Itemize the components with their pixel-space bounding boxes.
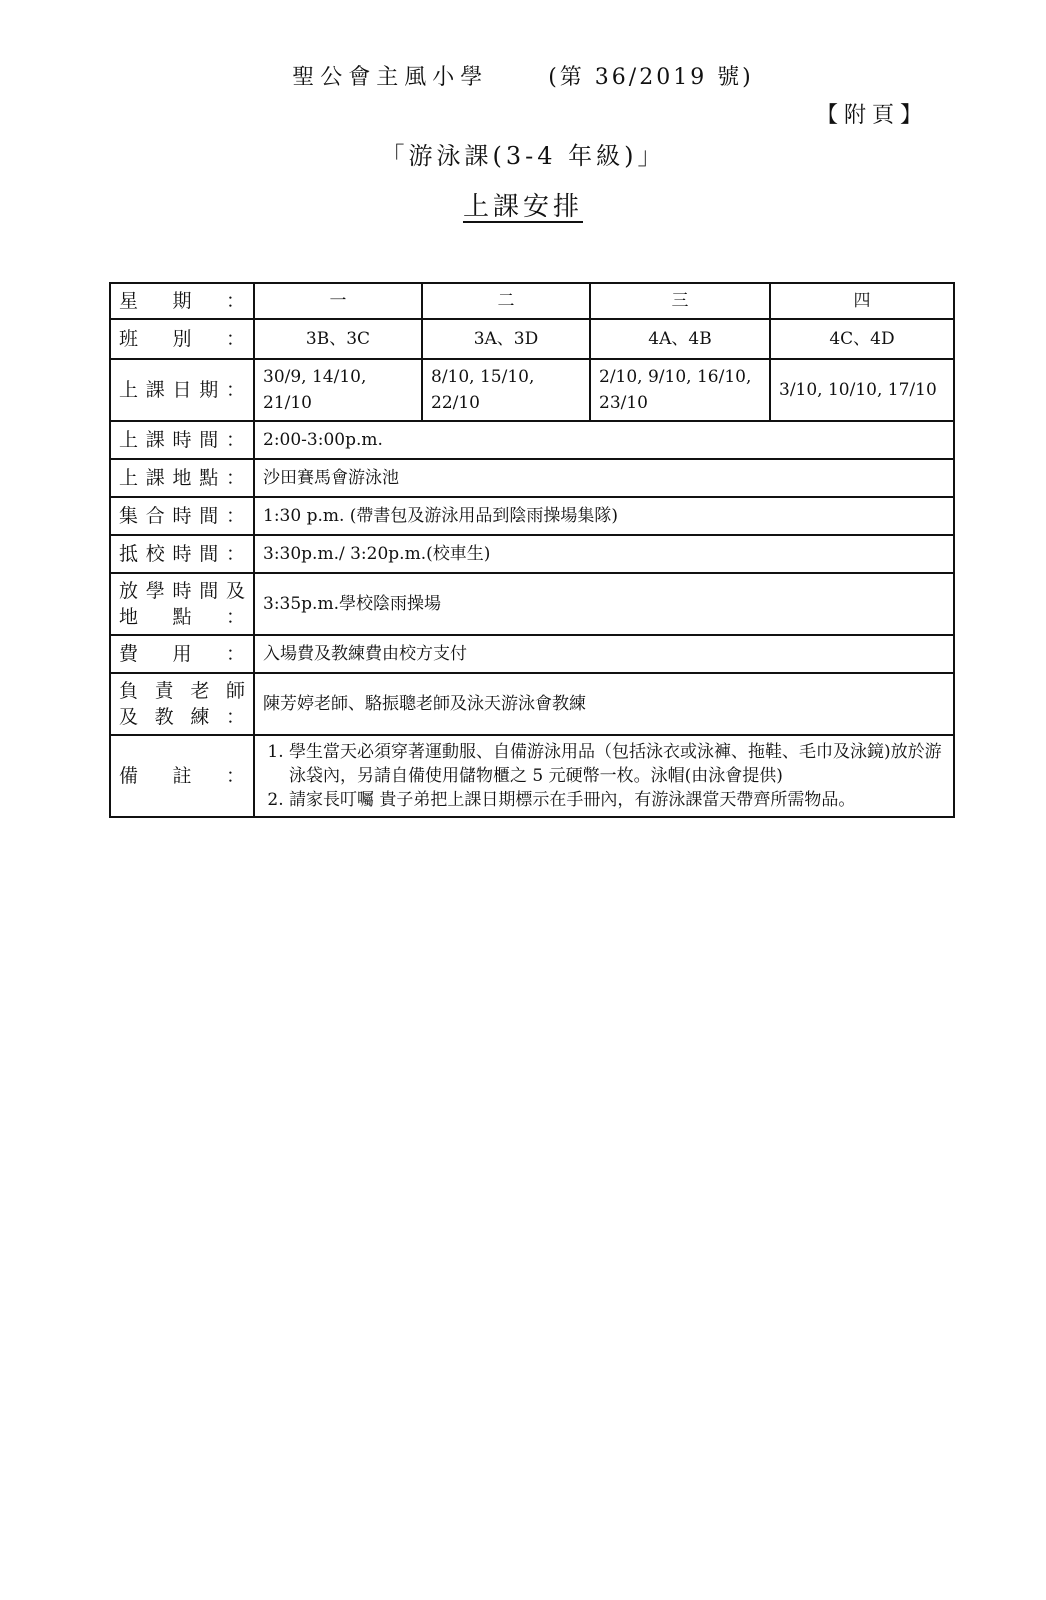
remark-item: 2. 請家長叮囑 貴子弟把上課日期標示在手冊內，有游泳課當天帶齊所需物品。 <box>289 788 945 812</box>
row-label-staff-line1: 負責老師 <box>119 680 245 702</box>
remarks-cell <box>254 735 954 817</box>
table-row-staff <box>110 673 954 735</box>
table-row-venue <box>110 459 954 497</box>
dates-cell: 3/10, 10/10, 17/10 <box>770 359 954 421</box>
row-label-venue: 上課地點： <box>110 459 254 497</box>
row-label-assembly: 集合時間： <box>110 497 254 535</box>
table-row-class <box>110 319 954 359</box>
return-value: 3:30p.m./ 3:20p.m.(校車生) <box>254 535 954 573</box>
weekday-cell: 三 <box>590 283 770 319</box>
weekday-cell: 四 <box>770 283 954 319</box>
dates-cell: 2/10, 9/10, 16/10, 23/10 <box>590 359 770 421</box>
class-cell: 3B、3C <box>254 319 422 359</box>
row-label-dates: 上課日期： <box>110 359 254 421</box>
time-value: 2:00-3:00p.m. <box>254 421 954 459</box>
table-row-weekday <box>110 283 954 319</box>
table-row-remarks <box>110 735 954 817</box>
class-cell: 4A、4B <box>590 319 770 359</box>
appendix-label: 【附頁】 <box>815 103 928 128</box>
section-title <box>0 186 1046 223</box>
staff-value: 陳芳婷老師、駱振聰老師及泳天游泳會教練 <box>254 673 954 735</box>
class-cell: 4C、4D <box>770 319 954 359</box>
assembly-value: 1:30 p.m. (帶書包及游泳用品到陰雨操場集隊) <box>254 497 954 535</box>
row-label-fee: 費用： <box>110 635 254 673</box>
dates-cell: 30/9, 14/10, 21/10 <box>254 359 422 421</box>
table-row-return <box>110 535 954 573</box>
row-label-class: 班別： <box>110 319 254 359</box>
table-row-dismissal <box>110 573 954 635</box>
dates-cell: 8/10, 15/10, 22/10 <box>422 359 590 421</box>
row-label-return: 抵校時間： <box>110 535 254 573</box>
row-label-dismissal-line2: 地點： <box>119 606 245 628</box>
school-header <box>0 60 1046 91</box>
venue-value: 沙田賽馬會游泳池 <box>254 459 954 497</box>
row-label-weekday: 星期： <box>110 283 254 319</box>
weekday-cell: 二 <box>422 283 590 319</box>
dismissal-value: 3:35p.m.學校陰雨操場 <box>254 573 954 635</box>
table-row-assembly <box>110 497 954 535</box>
row-label-staff-line2: 及教練： <box>119 706 245 728</box>
class-cell: 3A、3D <box>422 319 590 359</box>
notice-number: (第 36/2019 號) <box>548 65 754 90</box>
weekday-cell: 一 <box>254 283 422 319</box>
row-label-staff <box>110 673 254 735</box>
section-title-text: 上課安排 <box>462 192 583 222</box>
school-name: 聖公會主風小學 <box>292 65 489 90</box>
table-row-time <box>110 421 954 459</box>
table-row-dates <box>110 359 954 421</box>
table-row-fee <box>110 635 954 673</box>
row-label-time: 上課時間： <box>110 421 254 459</box>
course-title: 「游泳課(3-4 年級)」 <box>380 142 666 170</box>
remark-item: 1. 學生當天必須穿著運動服、自備游泳用品（包括泳衣或泳褲、拖鞋、毛巾及泳鏡)放於游泳袋內，另請自備使用儲物櫃之 5 元硬幣一枚。泳帽(由泳會提供) <box>289 740 945 788</box>
row-label-remarks: 備註： <box>110 735 254 817</box>
row-label-dismissal <box>110 573 254 635</box>
fee-value: 入場費及教練費由校方支付 <box>254 635 954 673</box>
remarks-list <box>263 740 945 812</box>
row-label-dismissal-line1: 放學時間及 <box>119 580 245 602</box>
schedule-table <box>109 282 955 818</box>
